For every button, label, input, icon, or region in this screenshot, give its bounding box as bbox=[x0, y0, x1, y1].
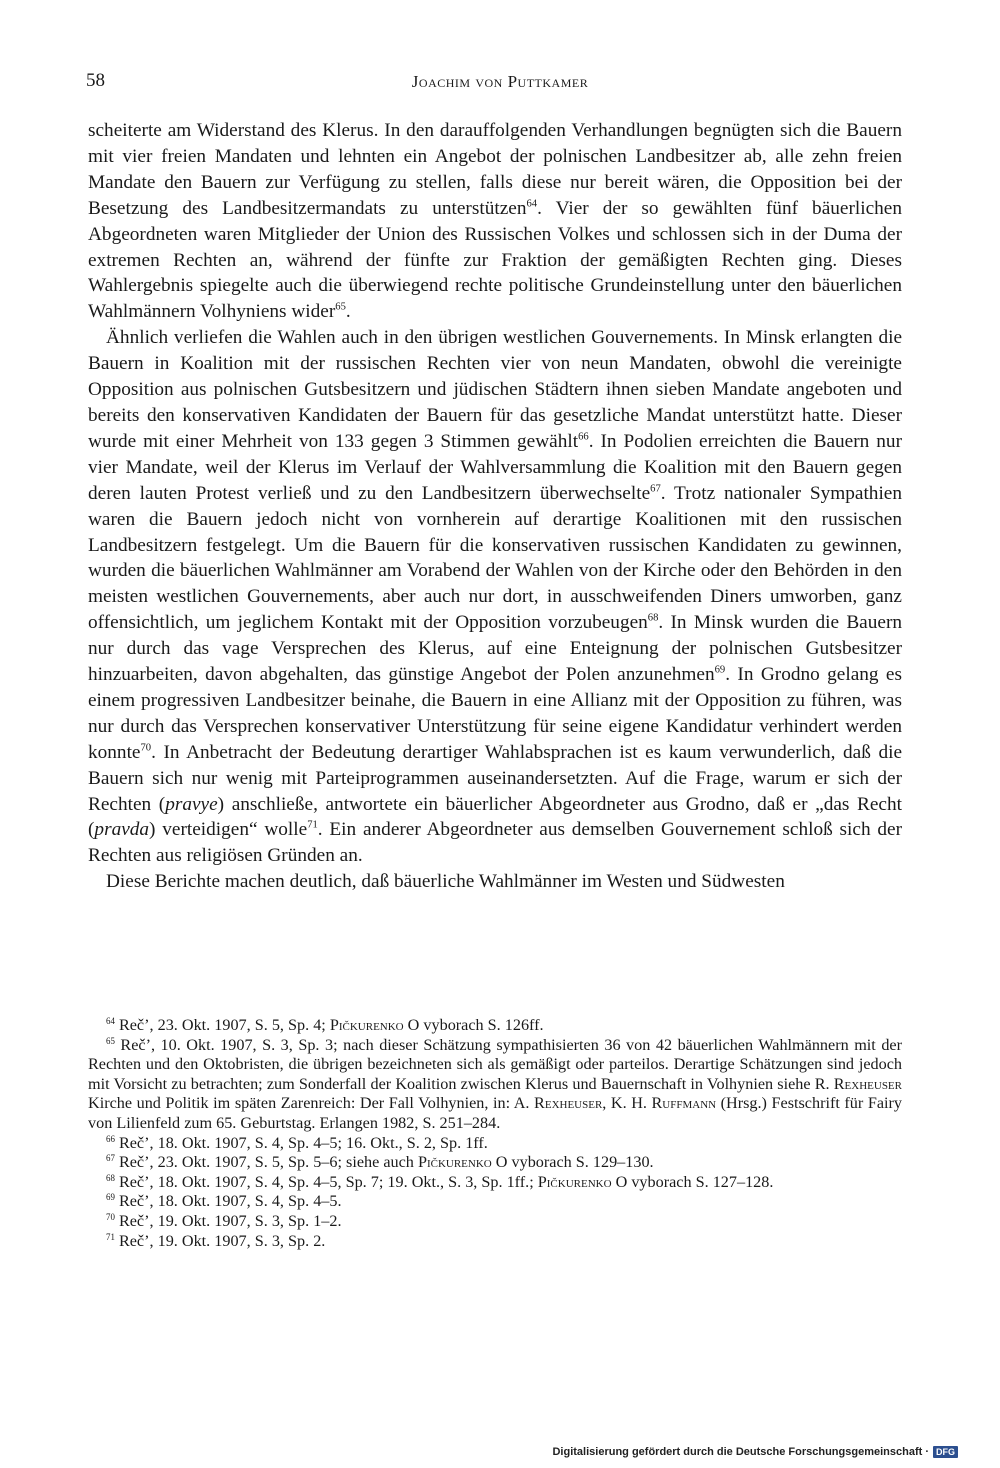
footnotes bbox=[88, 1016, 902, 1251]
author-name: Ruffmann bbox=[651, 1094, 717, 1113]
footnote-ref: 68 bbox=[106, 1172, 115, 1183]
footnote-ref: 68 bbox=[647, 612, 659, 624]
author-name: Pičkurenko bbox=[417, 1153, 492, 1172]
footnote-70: $^{70}$ Reč’, 19. Okt. 1907, S. 3, Sp. 1–2. bbox=[106, 1211, 342, 1230]
footnote-ref: 65 bbox=[106, 1035, 115, 1046]
digitization-footer bbox=[552, 1446, 958, 1458]
footnote-68: $^{68}$ Reč’, 18. Okt. 1907, S. 4, Sp. 4–5, Sp. 7; 19. Okt., S. 3, Sp. 1ff.; Pičkurenko O vyborach S. 127–128. bbox=[106, 1172, 774, 1191]
footnote-ref: 69 bbox=[714, 664, 726, 676]
footnote-ref: 71 bbox=[106, 1231, 115, 1242]
footnote-ref: 66 bbox=[578, 431, 589, 443]
footnote-ref: 67 bbox=[106, 1152, 115, 1163]
footer-text: Digitalisierung gefördert durch die Deutsche Forschungsgemeinschaft · bbox=[552, 1446, 929, 1458]
running-head: Joachim von Puttkamer bbox=[411, 72, 589, 91]
author-name: Pičkurenko bbox=[537, 1172, 612, 1191]
paragraph-3: Diese Berichte machen deutlich, daß bäuerliche Wahlmänner im Westen und Südwesten bbox=[106, 871, 785, 893]
footnote-71: $^{71}$ Reč’, 19. Okt. 1907, S. 3, Sp. 2. bbox=[106, 1231, 326, 1250]
body-text bbox=[88, 118, 902, 895]
paragraph-1: scheiterte am Widerstand des Klerus. In den darauffolgenden Verhandlungen begnügten sich die Bauern mit vier freien Mandaten und lehnten ein Angebot der polnischen Landbesitzer ab, alle zehn freien Mandate den Bauern zur Verfügung zu stellen, falls diese nur bereit wären, die Opposition bei der Besetzung des Landbesitzermandats zu unterstützen$^{64}$. Vier der so gewählten fünf bäuerlichen Abgeordneten waren Mitglieder der Union des Russischen Volkes und schlossen sich in der Duma der extremen Rechten an, während der fünfte zur Fraktion der gemäßigten Rechten ging. Dieses Wahlergebnis spiegelte auch die überwiegend rechte politische Grundeinstellung unter den bäuerlichen Wahlmännern Volhyniens wider$^{65}$. bbox=[88, 120, 902, 323]
footnote-ref: 66 bbox=[106, 1133, 115, 1144]
footnote-69: $^{69}$ Reč’, 18. Okt. 1907, S. 4, Sp. 4–5. bbox=[106, 1192, 342, 1211]
footnote-ref: 64 bbox=[526, 198, 538, 210]
author-name: Rexheuser bbox=[534, 1094, 603, 1113]
footnote-65: $^{65}$ Reč’, 10. Okt. 1907, S. 3, Sp. 3; nach dieser Schätzung sympathisierten 36 von 42 bäuerlichen Wahlmännern mit der Rechten und den Oktobristen, die übrigen bezeichneten sich als gemäßigt oder parteilos. Derartige Schätzungen sind jedoch mit Vorsicht zu betrachten; zum Sonderfall der Koalition zwischen Klerus und Bauernschaft in Volhynien siehe R. Rexheuser Kirche und Politik im späten Zarenreich: Der Fall Volhynien, in: A. Rexheuser, K. H. Ruffmann (Hrsg.) Festschrift für Fairy von Lilienfeld zum 65. Geburtstag. Erlangen 1982, S. 251–284. bbox=[88, 1035, 903, 1132]
italic-term: pravda bbox=[94, 819, 150, 841]
footnote-ref: 64 bbox=[106, 1015, 115, 1026]
author-name: Pičkurenko bbox=[329, 1016, 404, 1034]
footnote-ref: 70 bbox=[140, 742, 152, 754]
footnote-64: $^{64}$ Reč’, 23. Okt. 1907, S. 5, Sp. 4; Pičkurenko O vyborach S. 126ff. bbox=[106, 1015, 544, 1034]
footnote-67: $^{67}$ Reč’, 23. Okt. 1907, S. 5, Sp. 5–6; siehe auch Pičkurenko O vyborach S. 129–130. bbox=[106, 1152, 654, 1172]
footnote-ref: 71 bbox=[307, 820, 318, 832]
footnote-ref: 69 bbox=[106, 1192, 115, 1203]
author-name: Rexheuser bbox=[833, 1074, 902, 1093]
italic-term: pravye bbox=[165, 793, 218, 815]
dfg-logo-icon: DFG bbox=[933, 1446, 958, 1458]
footnote-ref: 65 bbox=[335, 301, 346, 313]
paragraph-2: Ähnlich verliefen die Wahlen auch in den übrigen westlichen Gouvernements. In Minsk erlangten die Bauern in Koalition mit der russischen Rechten vier von neun Mandaten, obwohl die vereinigte Opposition aus polnischen Gutsbesitzern und jüdischen Städtern ihnen sieben Mandate angeboten und bereits den konservativen Kandidaten der Bauern für das gesetzliche Mandat unterstützt hatte. Dieser wurde mit einer Mehrheit von 133 gegen 3 Stimmen gewählt$^{66}$. In Podolien erreichten die Bauern nur vier Mandate, weil der Klerus im Verlauf der Wahlversammlung die Koalition mit den Bauern gegen deren lauten Protest verließ und zu den Landbesitzern überwechselte$^{67}$. Trotz nationaler Sympathien waren die Bauern jedoch nicht von vornherein auf derartige Koalitionen mit den russischen Landbesitzern festgelegt. Um die Bauern für die konservativen russischen Kandidaten zu gewinnen, wurden die bäuerlichen Wahlmänner am Vorabend der Wahlen von der Kirche oder den Behörden in den meisten westlichen Gouvernements, aber auch nur dort, in ausschweifenden Diners umworben, ganz offensichtlich, um jeglichem Kontakt mit der Opposition vorzubeugen$^{68}$. In Minsk wurden die Bauern nur durch das vage Versprechen des Klerus, auf eine Enteignung der polnischen Gutsbesitzer hinzuarbeiten, davon abgehalten, das günstige Angebot der Polen anzunehmen$^{69}$. In Grodno gelang es einem progressiven Landbesitzer beinahe, die Bauern in eine Allianz mit der Opposition zu führen, was nur durch das Versprechen konservativer Unterstützung für seine eigene Kandidatur verhindert werden konnte$^{70}$. In Anbetracht der Bedeutung derartiger Wahlabsprachen ist es kaum verwunderlich, daß die Bauern sich nur wenig mit Parteiprogrammen auseinandersetzten. Auf die Frage, warum er sich der Rechten (pravye) anschließe, antwortete ein bäuerlicher Abgeordneter aus Grodno, daß er „das Recht (pravda) verteidigen“ wolle$^{71}$. Ein anderer Abgeordneter aus demselben Gouvernement schloß sich der Rechten aus religiösen Gründen an. bbox=[88, 327, 903, 867]
page-number: 58 bbox=[86, 70, 105, 91]
footnote-ref: 67 bbox=[650, 483, 661, 495]
footnote-ref: 70 bbox=[106, 1211, 115, 1222]
footnote-66: $^{66}$ Reč’, 18. Okt. 1907, S. 4, Sp. 4–5; 16. Okt., S. 2, Sp. 1ff. bbox=[106, 1133, 488, 1152]
